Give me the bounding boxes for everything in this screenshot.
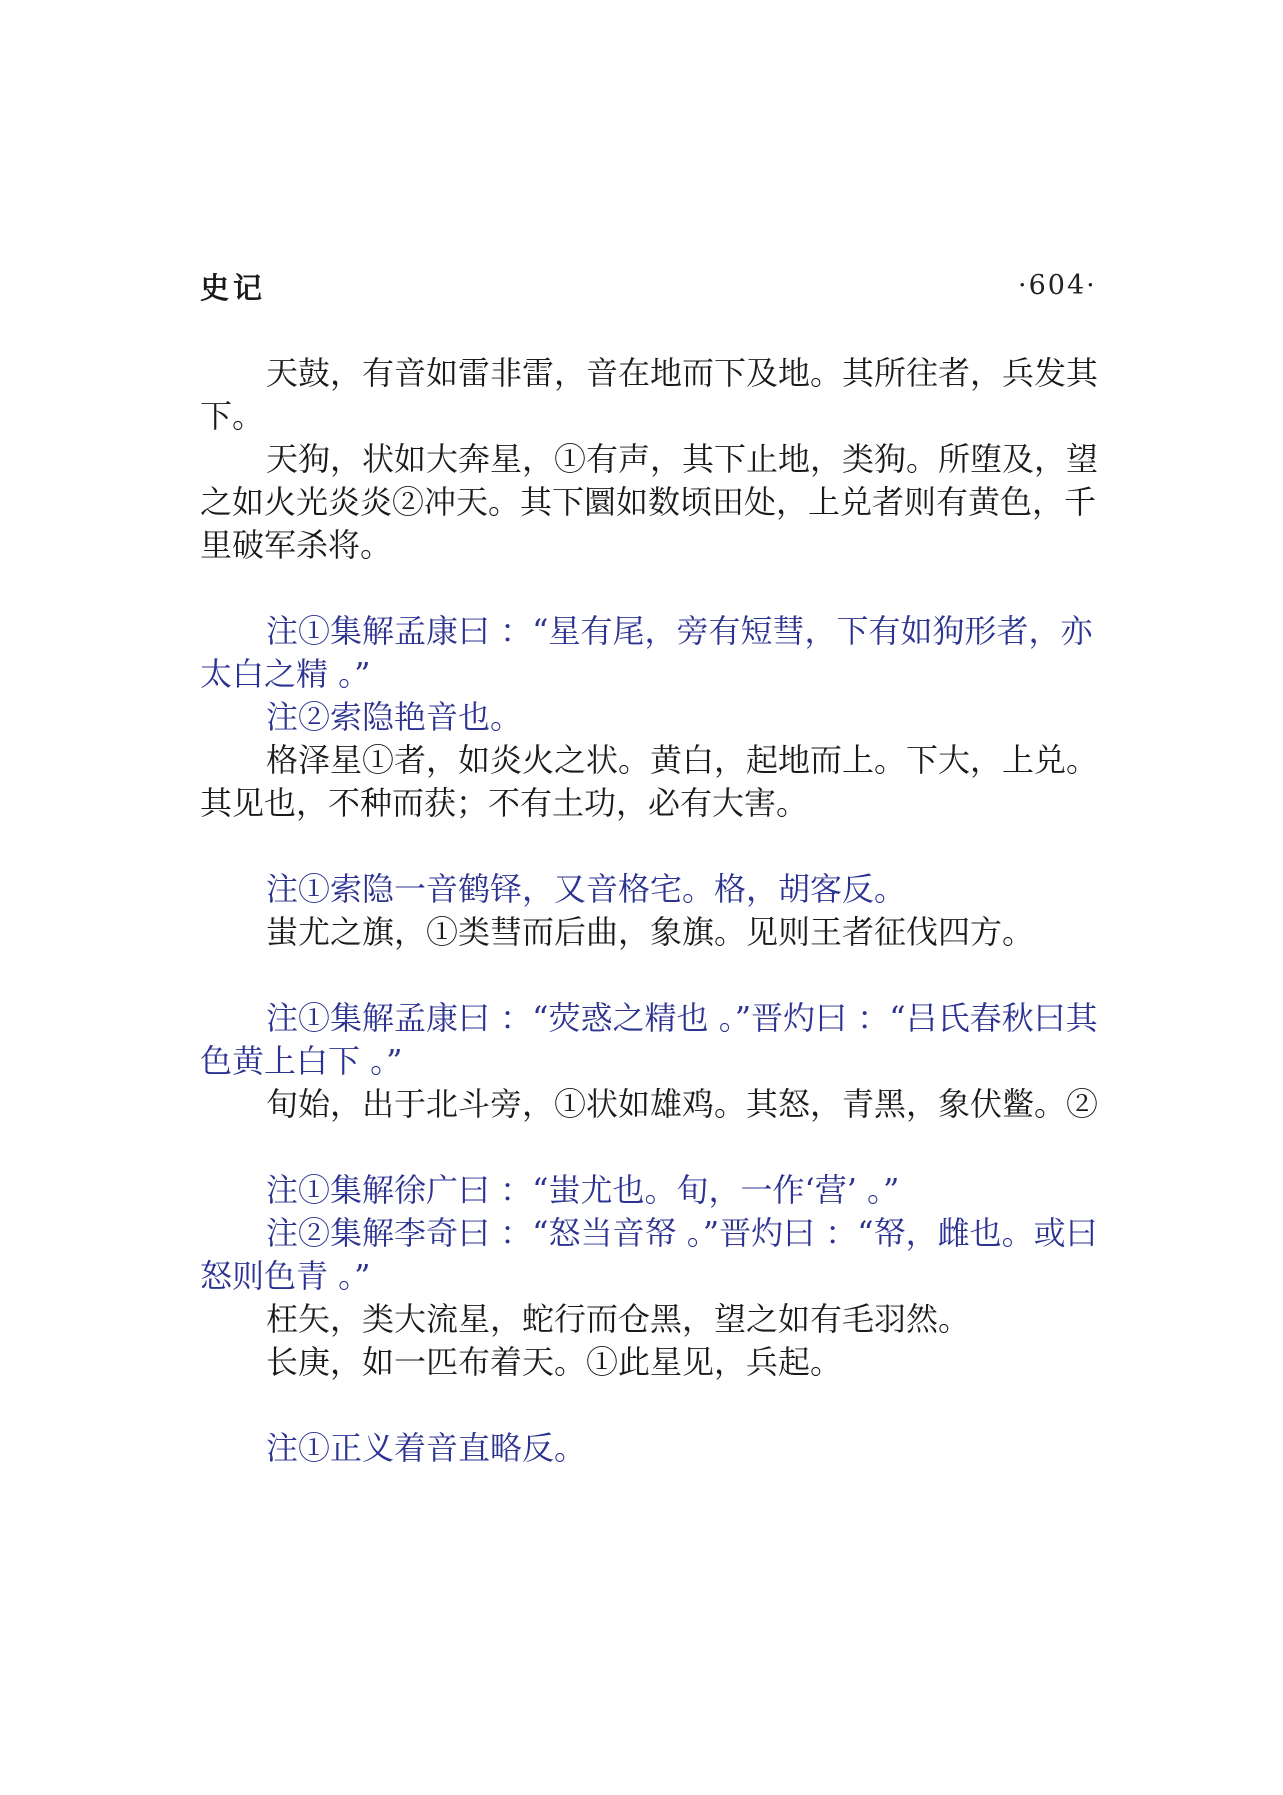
paragraph: 天鼓，有音如雷非雷，音在地而下及地。其所往者，兵发其下。 [200, 354, 1099, 435]
paragraph: 长庚，如一匹布着天。①此星见，兵起。 [266, 1343, 843, 1381]
annotation-note: 注①正义着音直略反。 [266, 1429, 587, 1467]
annotation-note: 注①索隐一音鹤铎，又音格宅。格，胡客反。 [266, 870, 907, 908]
paragraph: 格泽星①者，如炎火之状。黄白，起地而上。下大，上兑。其见也，不种而获；不有土功，必有大害。 [200, 741, 1099, 822]
paragraph: 天狗，状如大奔星，①有声，其下止地，类狗。所堕及，望之如火光炎炎②冲天。其下圜如数顷田处，上兑者则有黄色，千里破军杀将。 [200, 440, 1099, 564]
annotation-note: 注②集解李奇曰 ：“怒当音帑 。”晋灼曰 ：“帑，雌也。或曰怒则色青 。” [200, 1214, 1098, 1295]
paragraph-gap [200, 1384, 1110, 1427]
annotation-note: 注②索隐艳音也。 [266, 698, 523, 736]
paragraph: 枉矢，类大流星，蛇行而仓黑，望之如有毛羽然。 [266, 1300, 971, 1338]
paragraph-gap [200, 567, 1110, 610]
annotation-note: 注①集解孟康曰 ：“荧惑之精也 。”晋灼曰 ：“吕氏春秋曰其色黄上白下 。” [200, 999, 1098, 1080]
annotation-note: 注①集解孟康曰 ：“星有尾，旁有短彗，下有如狗形者，亦太白之精 。” [200, 612, 1093, 693]
paragraph: 旬始，出于北斗旁，①状如雄鸡。其怒，青黑，象伏鳖。② [266, 1085, 1099, 1123]
running-title: 史记 [200, 271, 267, 305]
paragraph-gap [200, 1126, 1110, 1169]
paragraph-gap [200, 954, 1110, 997]
paragraph: 蚩尤之旗，①类彗而后曲，象旗。见则王者征伐四方。 [266, 913, 1035, 951]
text-body [200, 352, 1110, 1470]
page-number: ·604· [1018, 270, 1097, 301]
paragraph-gap [200, 825, 1110, 868]
annotation-note: 注①集解徐广曰 ：“蚩尤也。旬，一作‘营’ 。” [266, 1171, 900, 1209]
